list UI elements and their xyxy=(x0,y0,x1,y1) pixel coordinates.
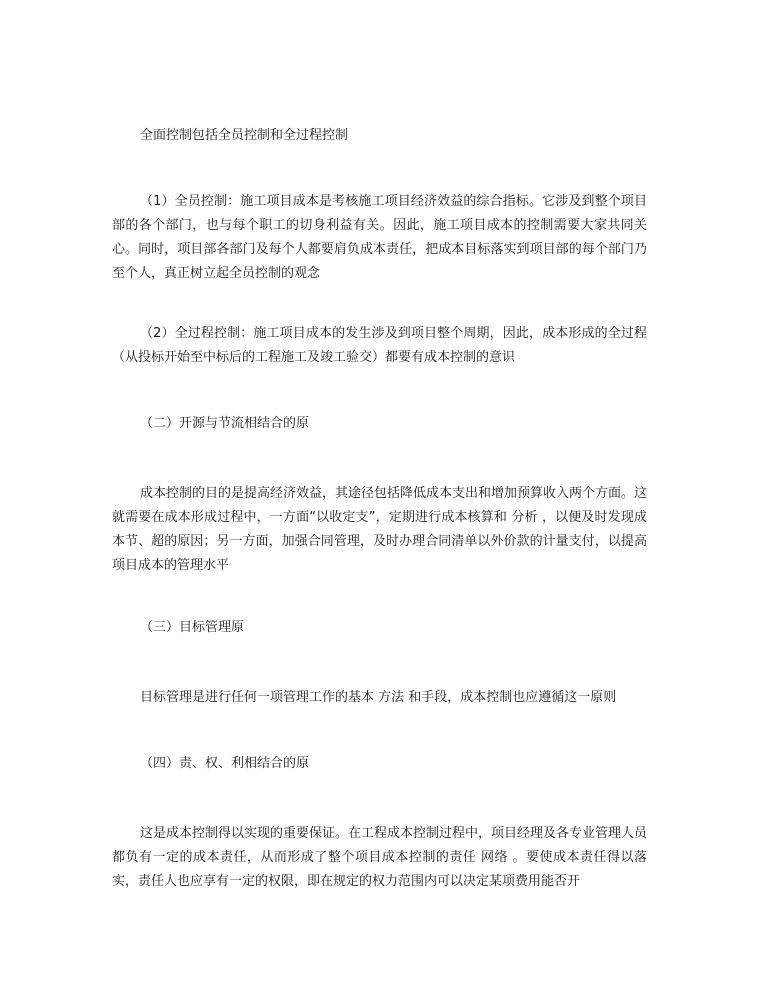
paragraph-full-process-control: （2）全过程控制：施工项目成本的发生涉及到项目整个周期，因此，成本形成的全过程（从投标开始至中标后的工程施工及竣工验交）都要有成本控制的意识 xyxy=(112,326,647,365)
section-heading-open-source: （二）开源与节流相结合的原 xyxy=(140,416,310,431)
paragraph-target-management: 目标管理是进行任何一项管理工作的基本 方法 和手段，成本控制也应遵循这一原则 xyxy=(140,690,617,705)
paragraph-responsibility: 这是成本控制得以实现的重要保证。在工程成本控制过程中，项目经理及各专业管理人员都负有一定的成本责任，从而形成了整个项目成本控制的责任 网络 。要使成本责任得以落实，责任人也应享有一定的权限，即在规定的权力范围内可以决定某项费用能否开 xyxy=(112,826,648,889)
section-heading-full-control: 全面控制包括全员控制和全过程控制 xyxy=(140,128,349,143)
section-heading-target-management: （三）目标管理原 xyxy=(140,620,245,635)
paragraph-full-staff-control: （1）全员控制：施工项目成本是考核施工项目经济效益的综合指标。它涉及到整个项目部的各个部门，也与每个职工的切身利益有关。因此，施工项目成本的控制需要大家共同关心。同时，项目部各部门及每个人都要肩负成本责任，把成本目标落实到项目部的每个部门乃至个人，真正树立起全员控制的观念 xyxy=(112,194,647,281)
section-heading-responsibility: （四）责、权、利相结合的原 xyxy=(140,756,310,771)
paragraph-cost-control-purpose: 成本控制的目的是提高经济效益，其途径包括降低成本支出和增加预算收入两个方面。这就需要在成本形成过程中，一方面“以收定支”，定期进行成本核算和 分析 ，以便及时发现成本节、超的原因；另一方面，加强合同管理，及时办理合同清单以外价款的计量支付，以提高项目成本的管理水平 xyxy=(112,486,648,573)
